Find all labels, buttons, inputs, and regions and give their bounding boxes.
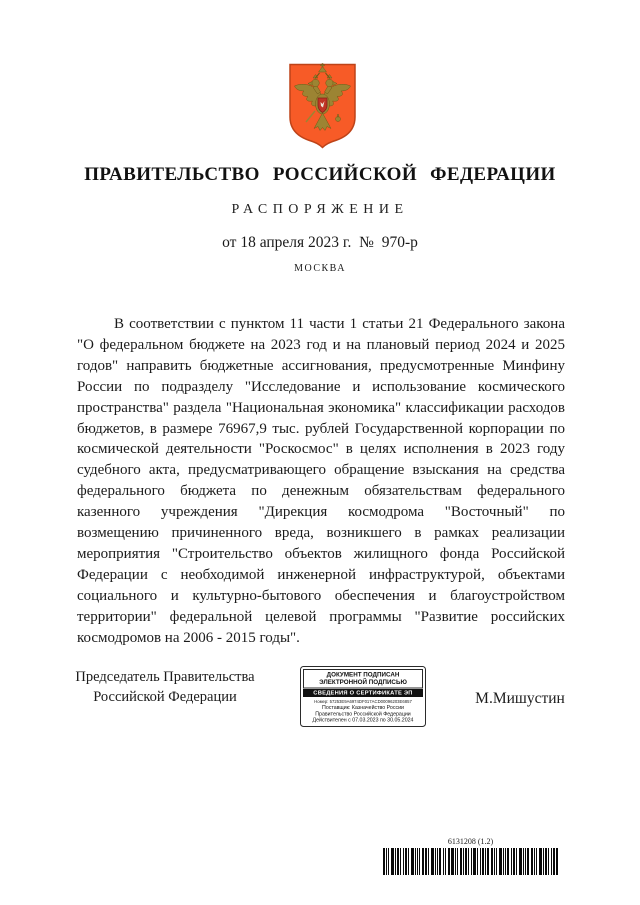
stamp-header (303, 669, 423, 689)
signer-position (62, 668, 268, 707)
stamp-certificate-band: СВЕДЕНИЯ О СЕРТИФИКАТЕ ЭП (303, 689, 423, 697)
stamp-provider: Поставщик: Казначейство России (322, 704, 404, 711)
russia-coat-of-arms-icon (285, 62, 360, 150)
city-label: МОСКВА (294, 263, 346, 274)
signer-position-line2: Российской Федерации (93, 688, 237, 705)
stamp-header-line1: ДОКУМЕНТ ПОДПИСАН (326, 671, 400, 678)
date-number-line: от 18 апреля 2023 г. № 970-р (222, 234, 418, 251)
decree-body-paragraph: В соответствии с пунктом 11 части 1 статьи 21 Федерального закона "О федеральном бюджете на 2023 год и на плановый период 2024 и 2025 годов" направить бюджетные ассигнования, предусмотренные Минфину России по подразделу "Исследование и использование космического пространства" раздела "Национальная экономика" классификации расходов бюджетов, в размере 76967,9 тыс. рублей Государственной корпорации по космической деятельности "Роскосмос" в целях исполнения в 2023 году судебного акта, предусматривающего обращение взыскания на средства федерального бюджета по денежным обязательствам федерального казенного учреждения "Дирекция космодрома "Восточный" по возмещению причиненного вреда, возникшего в рамках реализации мероприятия "Строительство объектов жилищного фонда Российской Федерации с необходимой инженерной инфраструктурой, объектами социального и культурно-бытового обеспечения и благоустройством территории" федеральной целевой программы "Развитие российских космодромов на 2006 - 2015 годы". (77, 316, 565, 646)
e-signature-stamp (300, 666, 426, 727)
barcode (383, 848, 558, 875)
barcode-label: 6131208 (1.2) (447, 837, 494, 846)
stamp-validity: Действителен с 07.03.2023 по 30.05.2024 (312, 717, 414, 723)
stamp-owner: Правительство Российской Федерации (315, 710, 411, 717)
signer-name: М.Мишустин (475, 690, 565, 707)
stamp-certificate-number: Номер: 57253E9A6974DF017ACD00096203E6857 (314, 699, 412, 704)
document-type-heading: РАСПОРЯЖЕНИЕ (231, 202, 409, 217)
barcode-block (383, 837, 558, 875)
stamp-header-line2: ЭЛЕКТРОННОЙ ПОДПИСЬЮ (319, 678, 407, 686)
signer-position-line1: Председатель Правительства (75, 669, 255, 685)
government-title: ПРАВИТЕЛЬСТВО РОССИЙСКОЙ ФЕДЕРАЦИИ (84, 164, 556, 185)
